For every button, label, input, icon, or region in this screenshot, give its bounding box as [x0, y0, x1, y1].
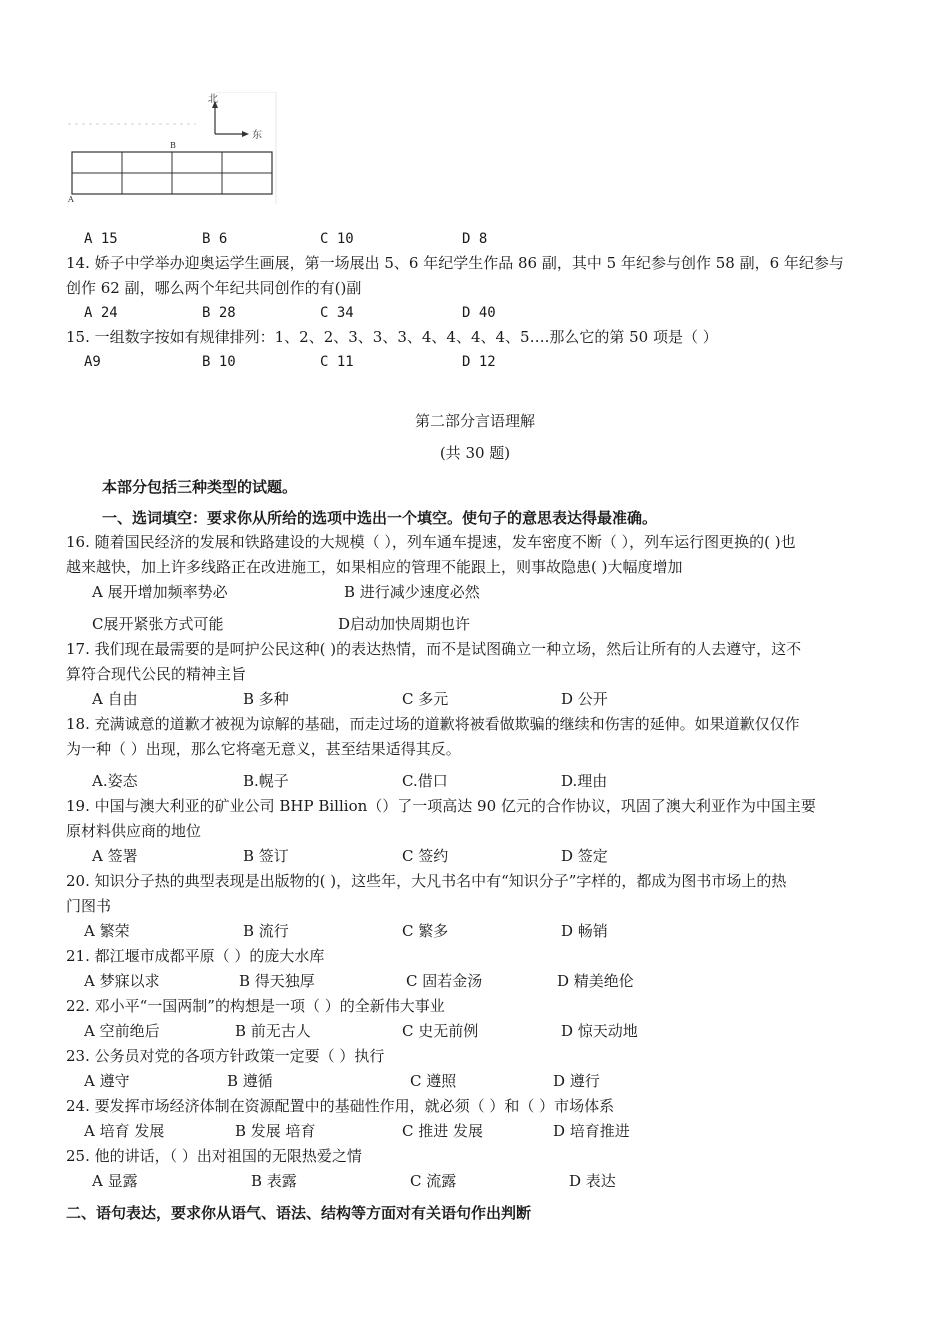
q20-options — [84, 921, 684, 941]
q17-line2: 算符合现代公民的精神主旨 — [66, 665, 247, 683]
q22-option-d[interactable]: D 惊天动地 — [561, 1022, 638, 1040]
q18-option-d[interactable]: D.理由 — [561, 772, 608, 790]
north-label: 北 — [208, 94, 218, 105]
grid-figure — [66, 92, 280, 204]
q17-option-a[interactable]: A 自由 — [92, 690, 138, 708]
q25-option-a[interactable]: A 显露 — [92, 1172, 138, 1190]
q21-line1: 21. 都江堰市成都平原（ ）的庞大水库 — [66, 947, 325, 965]
q25-line1: 25. 他的讲话，（ ）出对祖国的无限热爱之情 — [66, 1147, 362, 1165]
q24-option-a[interactable]: A 培育 发展 — [84, 1122, 165, 1140]
q22-option-c[interactable]: C 史无前例 — [402, 1022, 479, 1040]
q18-options — [92, 771, 692, 791]
q14-option-c[interactable]: C 34 — [320, 305, 354, 321]
q17-option-b[interactable]: B 多种 — [243, 690, 289, 708]
q14-options — [84, 303, 584, 323]
q24-options — [84, 1121, 684, 1141]
q19-option-d[interactable]: D 签定 — [561, 847, 608, 865]
q22-line1: 22. 邓小平“一国两制”的构想是一项（ ）的全新伟大事业 — [66, 997, 445, 1015]
q13-option-b[interactable]: B 6 — [202, 231, 228, 247]
q15-option-b[interactable]: B 10 — [202, 354, 236, 370]
section2-intro: 本部分包括三种类型的试题。 — [102, 478, 298, 496]
q15-option-c[interactable]: C 11 — [320, 354, 354, 370]
q13-options — [84, 229, 584, 249]
q22-options — [84, 1021, 684, 1041]
q21-option-a[interactable]: A 梦寐以求 — [84, 972, 160, 990]
q25-option-c[interactable]: C 流露 — [410, 1172, 457, 1190]
q23-option-c[interactable]: C 遵照 — [410, 1072, 457, 1090]
q20-option-d[interactable]: D 畅销 — [561, 922, 608, 940]
q21-option-d[interactable]: D 精美绝伦 — [557, 972, 634, 990]
q18-option-c[interactable]: C.借口 — [402, 772, 448, 790]
section2-title: 第二部分言语理解 — [414, 412, 535, 430]
q22-option-b[interactable]: B 前无古人 — [235, 1022, 311, 1040]
q23-options — [84, 1071, 684, 1091]
q21-option-b[interactable]: B 得天独厚 — [239, 972, 315, 990]
q19-options — [92, 846, 692, 866]
section2-subtitle: (共 30 题) — [439, 444, 511, 462]
q20-option-c[interactable]: C 繁多 — [402, 922, 449, 940]
q23-option-d[interactable]: D 遵行 — [553, 1072, 600, 1090]
q25-option-b[interactable]: B 表露 — [251, 1172, 297, 1190]
q19-line1: 19. 中国与澳大利亚的矿业公司 BHP Billion（）了一项高达 90 亿元的合作协议，巩固了澳大利亚作为中国主要 — [66, 797, 816, 815]
q16-option-a[interactable]: A 展开增加频率势必 — [92, 583, 228, 601]
q14-option-a[interactable]: A 24 — [84, 305, 118, 321]
q16-option-d[interactable]: D启动加快周期也许 — [338, 615, 471, 633]
q21-option-c[interactable]: C 固若金汤 — [406, 972, 483, 990]
q20-line2: 门图书 — [66, 897, 112, 915]
east-label: 东 — [252, 130, 262, 141]
part2-heading: 二、语句表达，要求你从语气、语法、结构等方面对有关语句作出判断 — [66, 1204, 532, 1222]
q21-options — [84, 971, 684, 991]
point-b-label: B — [170, 141, 176, 150]
q20-option-a[interactable]: A 繁荣 — [84, 922, 130, 940]
q16-line2: 越来越快，加上许多线路正在改进施工，如果相应的管理不能跟上，则事故隐患( )大幅度增加 — [66, 558, 683, 576]
q18-line2: 为一种（ ）出现，那么它将毫无意义，甚至结果适得其反。 — [66, 740, 461, 758]
q19-line2: 原材料供应商的地位 — [66, 822, 202, 840]
q16-options-row2 — [92, 614, 692, 634]
q17-options — [92, 689, 692, 709]
q13-option-d[interactable]: D 8 — [462, 231, 488, 247]
q23-option-b[interactable]: B 遵循 — [227, 1072, 273, 1090]
q24-option-d[interactable]: D 培育推进 — [553, 1122, 630, 1140]
q13-option-a[interactable]: A 15 — [84, 231, 118, 247]
q19-option-c[interactable]: C 签约 — [402, 847, 449, 865]
q14-line2: 创作 62 副，哪么两个年纪共同创作的有()副 — [66, 279, 362, 297]
q13-option-c[interactable]: C 10 — [320, 231, 354, 247]
q22-option-a[interactable]: A 空前绝后 — [84, 1022, 160, 1040]
q23-line1: 23. 公务员对党的各项方针政策一定要（ ）执行 — [66, 1047, 385, 1065]
q16-line1: 16. 随着国民经济的发展和铁路建设的大规模（ ），列车通车提速，发车密度不断（ ），列车运行图更换的( )也 — [66, 533, 796, 551]
q24-option-b[interactable]: B 发展 培育 — [235, 1122, 316, 1140]
q15-line1: 15. 一组数字按如有规律排列：1、2、2、3、3、3、4、4、4、4、5….那么它的第 50 项是（ ） — [66, 328, 718, 346]
q25-options — [92, 1171, 692, 1191]
q20-line1: 20. 知识分子热的典型表现是出版物的( )，这些年，大凡书名中有“知识分子”字样的，都成为图书市场上的热 — [66, 872, 787, 890]
q18-line1: 18. 充满诚意的道歉才被视为谅解的基础，而走过场的道歉将被看做欺骗的继续和伤害的延伸。如果道歉仅仅作 — [66, 715, 800, 733]
q17-option-c[interactable]: C 多元 — [402, 690, 449, 708]
q24-line1: 24. 要发挥市场经济体制在资源配置中的基础性作用，就必须（ ）和（ ）市场体系 — [66, 1097, 615, 1115]
q14-line1: 14. 娇子中学举办迎奥运学生画展，第一场展出 5、6 年纪学生作品 86 副，其中 5 年纪参与创作 58 副，6 年纪参与 — [66, 254, 844, 272]
q20-option-b[interactable]: B 流行 — [243, 922, 289, 940]
q15-options — [84, 352, 584, 372]
q23-option-a[interactable]: A 遵守 — [84, 1072, 130, 1090]
q19-option-b[interactable]: B 签订 — [243, 847, 289, 865]
q16-option-c[interactable]: C展开紧张方式可能 — [92, 615, 224, 633]
q17-line1: 17. 我们现在最需要的是呵护公民这种( )的表达热情，而不是试图确立一种立场，然后让所有的人去遵守，这不 — [66, 640, 802, 658]
q16-options-row1 — [92, 582, 692, 602]
q16-option-b[interactable]: B 进行减少速度必然 — [344, 583, 480, 601]
q15-option-a[interactable]: A9 — [84, 354, 101, 370]
q25-option-d[interactable]: D 表达 — [569, 1172, 616, 1190]
q14-option-d[interactable]: D 40 — [462, 305, 496, 321]
q18-option-b[interactable]: B.幌子 — [243, 772, 289, 790]
part1-heading: 一、选词填空：要求你从所给的选项中选出一个填空。使句子的意思表达得最准确。 — [102, 509, 658, 527]
q15-option-d[interactable]: D 12 — [462, 354, 496, 370]
q24-option-c[interactable]: C 推进 发展 — [402, 1122, 484, 1140]
q14-option-b[interactable]: B 28 — [202, 305, 236, 321]
point-a-label: A — [68, 195, 74, 204]
q19-option-a[interactable]: A 签署 — [92, 847, 138, 865]
q17-option-d[interactable]: D 公开 — [561, 690, 608, 708]
q18-option-a[interactable]: A.姿态 — [92, 772, 138, 790]
